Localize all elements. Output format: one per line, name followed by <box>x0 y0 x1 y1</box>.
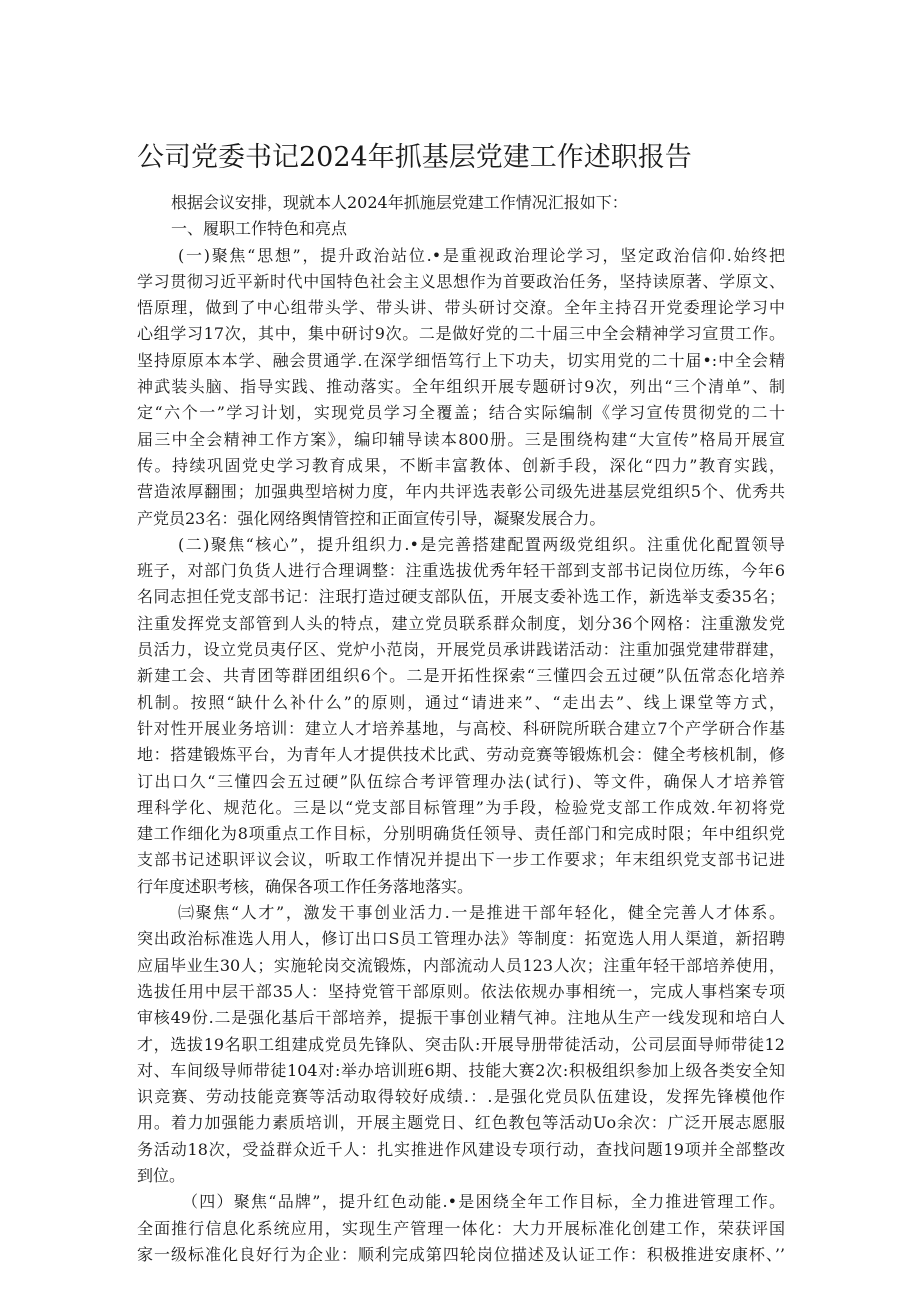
paragraph-line: 建工作细化为8项重点工作目标，分别明确货任领导、责任部门和完成时限；年中组织党 <box>137 824 785 844</box>
paragraph-line: 全面推行信息化系统应用，实现生产管理一体化：大力开展标准化创建工作，荣获评国 <box>137 1218 785 1238</box>
intro-paragraph: 根据会议安排，现就本人2024年抓施层党建工作情况汇报如下： <box>171 193 628 212</box>
paragraph-line: 应届毕业生30人；实施轮岗交流锻炼，内部流动人员123人次；注重年轻干部培养使用， <box>137 955 785 975</box>
paragraph-line: 营造浓厚翻围；加强典型培树力度，年内共评选表彰公司级先进基层党组织5个、优秀共 <box>137 482 785 502</box>
paragraph-line: 机制。按照“缺什么补什么”的原则，通过“请进来”、“走出去”、线上课堂等方式， <box>137 692 785 712</box>
paragraph-line: 名同志担任党支部书记：注珉打造过硬支部队伍，开展支委补选工作，新选举支委35名； <box>137 587 785 607</box>
paragraph-line: 员活力，设立党员夷仔区、党炉小范岗，开展党员承讲践诺活动：注重加强党建带群建， <box>137 640 785 660</box>
document-body <box>137 190 785 1268</box>
paragraph-line: 到位。 <box>137 1165 186 1185</box>
paragraph-line: 新建工会、共青团等群团组织6个。二是开拓性探索“三懂四会五过硬”队伍常态化培养 <box>137 666 785 686</box>
document-title: 公司党委书记2024年抓基层党建工作述职报告 <box>137 142 692 173</box>
paragraph-line: 心组学习17次，其中，集中研讨9次。二是做好党的二十届三中全会精神学习宣贯工作。 <box>137 324 785 344</box>
paragraph-line: 神武装头脑、指导实践、推动落实。全年组织开展专题研讨9次，列出“三个清单”、制 <box>137 377 785 397</box>
paragraph-line: 选拔任用中层干部35人：坚持党管干部原则。依法依规办事相统一，完成人事档案专项 <box>137 981 785 1001</box>
paragraph-line: 行年度述职考核，确保各项工作任务落地落实。 <box>137 876 474 896</box>
paragraph-line: 坚持原原本本学、融会贯通学.在深学细悟笃行上下功夫，切实用党的二十届•:中全会精 <box>137 350 785 370</box>
paragraph-line: 产党员23名：强化网络舆情管控和正面宣传引导，凝聚发展合力。 <box>137 508 606 528</box>
paragraph-line: 识竞赛、劳动技能竞赛等活动取得较好成绩.：.是强化党员队伍建设，发挥先锋模他作 <box>137 1087 785 1107</box>
paragraph-line: 对、车间级导师带徒104对:举办培训班6期、技能大赛2次:积极组织参加上级各类安全知 <box>137 1060 785 1080</box>
paragraph-line: 理科学化、规范化。三是以“党支部目标管理”为手段，检验党支部工作成效.年初将党 <box>137 797 785 817</box>
paragraph-line: 学习贯彻习近平新时代中国特色社会主义思想作为首要政治任务，坚持读原著、学原文、 <box>137 271 785 291</box>
paragraph-line: 地：搭建锻炼平台，为青年人才提供技术比武、劳动竞赛等锻炼机会：健全考核机制，修 <box>137 745 785 765</box>
paragraph-line: 定“六个一”学习计划，实现党员学习全覆盖；结合实际编制《学习宣传贯彻党的二十 <box>137 403 785 423</box>
paragraph-line: 用。着力加强能力素质培训，开展主题党日、红色教包等活动Uo余次：广泛开展志愿服 <box>137 1113 785 1133</box>
paragraph-line: 突出政治标准选人用人，修订出口S员工管理办法》等制度：拓宽选人用人渠道，新招聘 <box>137 929 785 949</box>
paragraph-line: ㈢聚焦“人才”，激发干事创业活力.一是推进干部年轻化，健全完善人才体系。 <box>178 903 785 923</box>
paragraph-line: 才，选拔19名职工组建成党员先锋队、突击队:开展导册带徒活动，公司层面导师带徒12 <box>137 1034 785 1054</box>
paragraph-line: 务活动18次，受益群众近千人：扎实推进作风建设专项行动，查找问题19项并全部整改 <box>137 1139 785 1159</box>
paragraph-line: （四）聚焦“品牌”，提升红色动能.•是困绕全年工作目标，全力推进管理工作。 <box>182 1192 785 1212</box>
paragraph-line: 针对性开展业务培训：建立人才培养基地，与高校、科研院所联合建立7个产学研合作基 <box>137 718 785 738</box>
paragraph-line: (二)聚焦“核心”，提升组织力.•是完善搭建配置两级党组织。注重优化配置领导 <box>178 534 785 554</box>
paragraph-line: 审核49份.二是强化基后干部培养，提振干事创业精气神。注地从生产一线发现和培白人 <box>137 1008 785 1028</box>
paragraph-line: 悟原理，做到了中心组带头学、带头讲、带头研讨交潦。全年主持召开党委理论学习中 <box>137 298 785 318</box>
paragraph-line: 订出口久“三懂四会五过硬”队伍综合考评管理办法(试行)、等文件，确保人才培养管 <box>137 771 785 791</box>
paragraph-line: 支部书记述职评议会议，听取工作情况并提出下一步工作要求；年末组织党支部书记进 <box>137 850 785 870</box>
section-heading: 一、履职工作特色和亮点 <box>171 219 348 239</box>
paragraph-line: 班子，对部门负货人进行合理调整：注重选拔优秀年轻干部到支部书记岗位历练，今年6 <box>137 561 785 581</box>
paragraph-line: 传。持续巩固党史学习教育成果，不断丰富教体、创新手段，深化“四力”教育实践， <box>137 455 785 475</box>
paragraph-line: 家一级标准化良好行为企业：顺利完成第四轮岗位描述及认证工作：积极推进安康杯、’’ <box>137 1244 785 1264</box>
paragraph-line: 届三中全会精神工作方案》，编印辅导读本800册。三是围绕构建“大宣传”格局开展宣 <box>137 429 785 449</box>
paragraph-line: 注重发挥党支部管到人头的特点，建立党员联系群众制度，划分36个网格：注重激发党 <box>137 613 785 633</box>
paragraph-line: (一)聚焦“思想”，提升政治站位.•是重视政治理论学习，坚定政治信仰.始终把 <box>178 245 785 265</box>
